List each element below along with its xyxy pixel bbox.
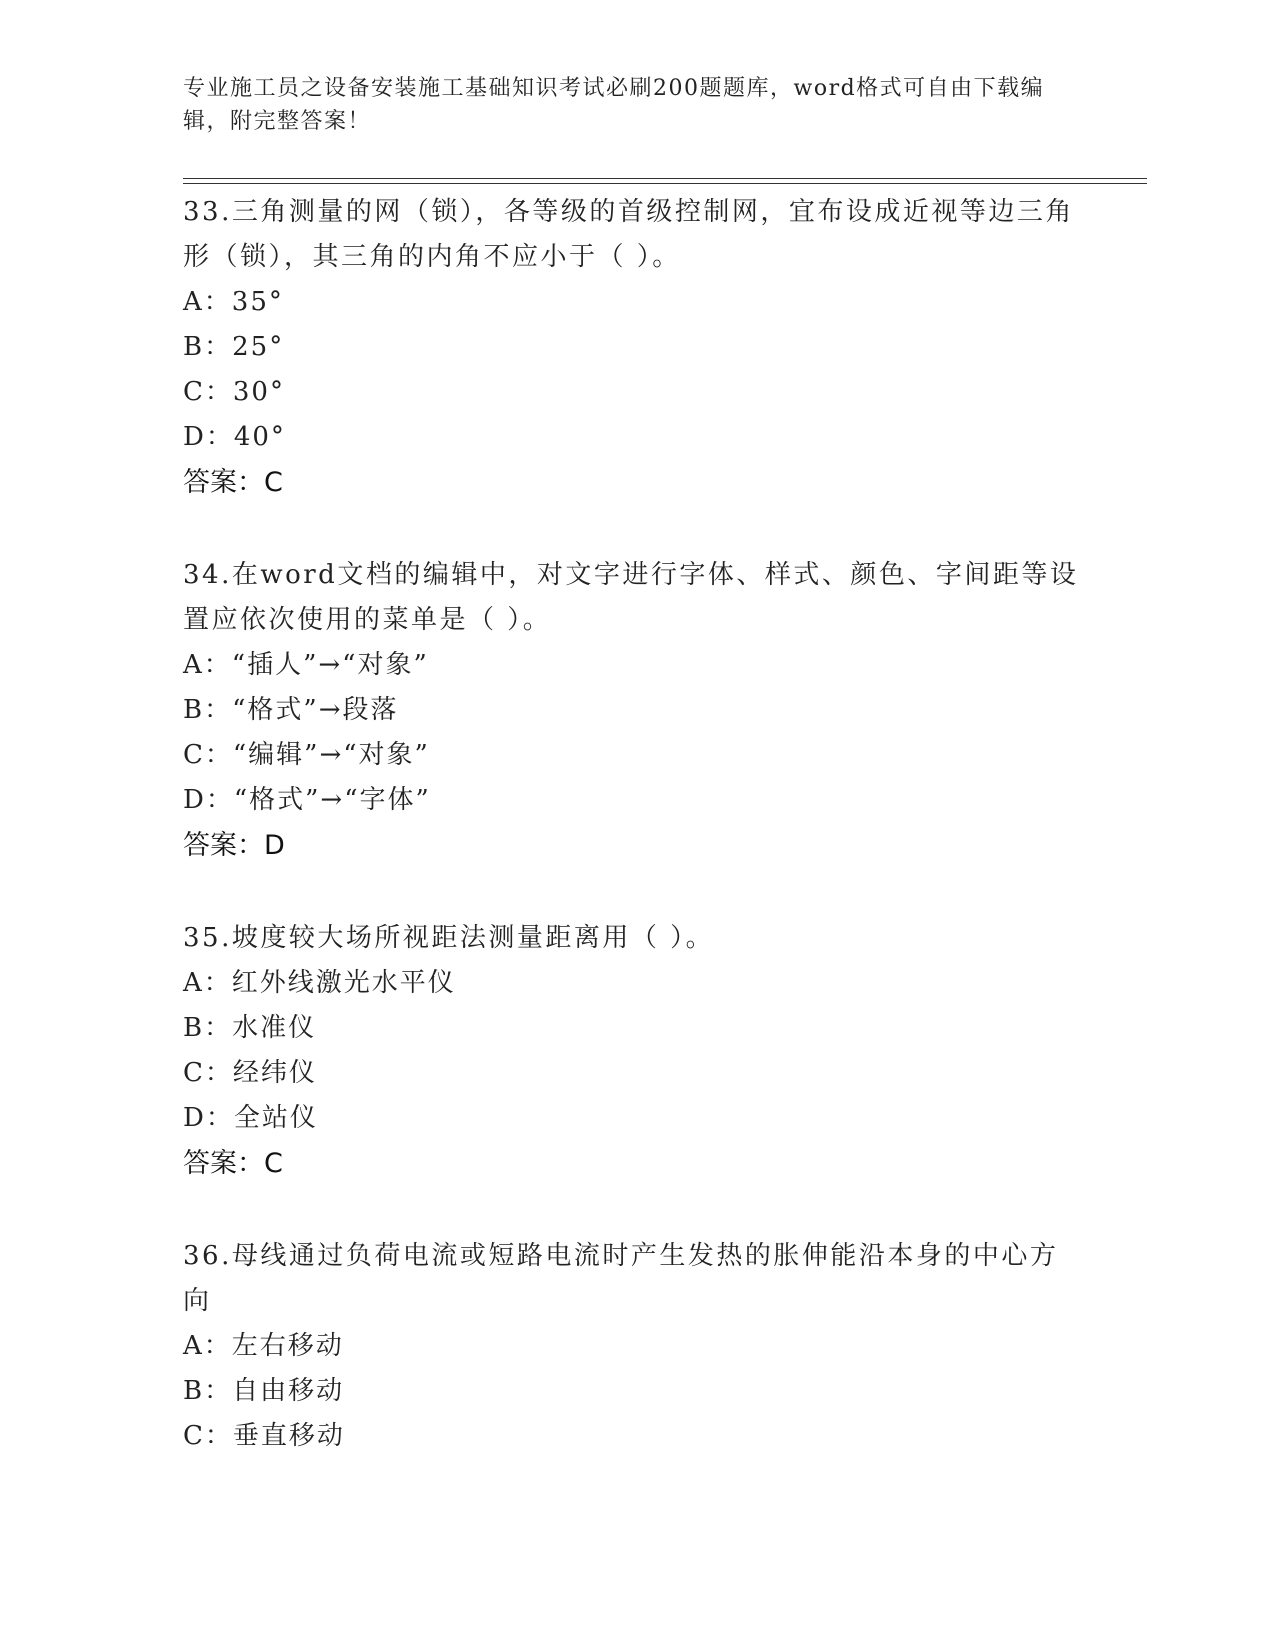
option-b: B：“格式”→段落	[183, 695, 399, 725]
question-text: 33.三角测量的网（锁），各等级的首级控制网，宜布设成近视等边三角形（锁），其三角的内角不应小于（ ）。	[183, 197, 1074, 272]
option-a: A：红外线激光水平仪	[183, 968, 456, 998]
question-list	[183, 190, 1083, 1459]
option-b: B：水准仪	[183, 1013, 317, 1043]
answer-text: 答案：C	[183, 1148, 283, 1179]
option-b: B：自由移动	[183, 1376, 345, 1406]
header-divider-top	[183, 178, 1147, 179]
option-a: A：35°	[183, 287, 284, 317]
option-b: B：25°	[183, 332, 285, 362]
question-35	[183, 916, 1083, 1186]
spacer	[183, 868, 1083, 916]
spacer	[183, 505, 1083, 553]
question-34	[183, 553, 1083, 868]
question-36	[183, 1234, 1083, 1459]
option-c: C：经纬仪	[183, 1058, 317, 1088]
answer-text: 答案：C	[183, 467, 283, 498]
document-header: 专业施工员之设备安装施工基础知识考试必刷200题题库，word格式可自由下载编辑，附完整答案！	[183, 76, 1045, 134]
option-d: D：“格式”→“字体”	[183, 785, 431, 815]
option-d: D：40°	[183, 422, 286, 452]
header-divider-bottom	[183, 183, 1147, 184]
option-c: C：垂直移动	[183, 1421, 345, 1451]
option-a: A：“插人”→“对象”	[183, 650, 429, 680]
question-33	[183, 190, 1083, 505]
question-text: 36.母线通过负荷电流或短路电流时产生发热的胀伸能沿本身的中心方向	[183, 1241, 1059, 1316]
option-a: A：左右移动	[183, 1331, 344, 1361]
spacer	[183, 1186, 1083, 1234]
option-c: C：30°	[183, 377, 285, 407]
question-text: 34.在word文档的编辑中，对文字进行字体、样式、颜色、字间距等设置应依次使用的菜单是（ ）。	[183, 560, 1079, 635]
option-d: D：全站仪	[183, 1103, 318, 1133]
option-c: C：“编辑”→“对象”	[183, 740, 430, 770]
question-text: 35.坡度较大场所视距法测量距离用（ ）。	[183, 923, 715, 953]
answer-text: 答案：D	[183, 830, 285, 861]
